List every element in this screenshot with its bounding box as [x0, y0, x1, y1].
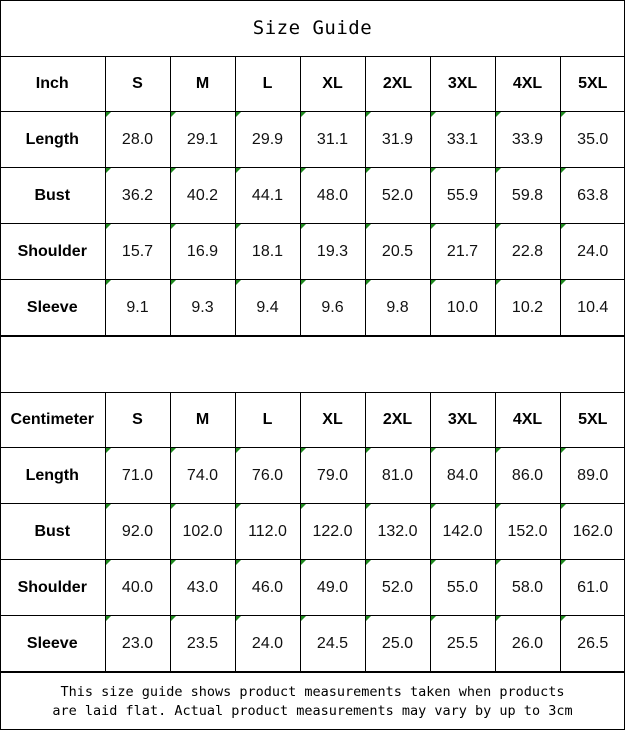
- cm-size-header-3xl: 3XL: [430, 392, 495, 448]
- centimeter-size-table: [0, 392, 625, 672]
- cm-row-label-sleeve: Sleeve: [0, 616, 105, 672]
- inch-header-row: [0, 56, 625, 112]
- cm-shoulder-3xl-cell: 55.0: [430, 560, 495, 616]
- table-row: [0, 224, 625, 280]
- inch-table-body: [0, 56, 625, 336]
- cm-length-xl-cell: 79.0: [300, 448, 365, 504]
- table-row: [0, 112, 625, 168]
- inch-shoulder-xl-cell: 19.3: [300, 224, 365, 280]
- inch-sleeve-xl-cell: 9.6: [300, 280, 365, 336]
- inch-shoulder-s-cell: 15.7: [105, 224, 170, 280]
- inch-length-4xl-cell: 33.9: [495, 112, 560, 168]
- inch-bust-xl-cell: 48.0: [300, 168, 365, 224]
- inch-bust-4xl-cell: 59.8: [495, 168, 560, 224]
- inch-sleeve-l-cell: 9.4: [235, 280, 300, 336]
- inch-row-label-bust: Bust: [0, 168, 105, 224]
- cm-sleeve-4xl-cell: 26.0: [495, 616, 560, 672]
- cm-length-5xl-cell: 89.0: [560, 448, 625, 504]
- inch-bust-5xl-cell: 63.8: [560, 168, 625, 224]
- table-row: [0, 560, 625, 616]
- cm-length-3xl-cell: 84.0: [430, 448, 495, 504]
- cm-shoulder-2xl-cell: 52.0: [365, 560, 430, 616]
- inch-size-header-xl: XL: [300, 56, 365, 112]
- inch-shoulder-4xl-cell: 22.8: [495, 224, 560, 280]
- cm-row-label-bust: Bust: [0, 504, 105, 560]
- inch-row-label-length: Length: [0, 112, 105, 168]
- inch-size-header-l: L: [235, 56, 300, 112]
- cm-sleeve-2xl-cell: 25.0: [365, 616, 430, 672]
- cm-shoulder-xl-cell: 49.0: [300, 560, 365, 616]
- cm-bust-xl-cell: 122.0: [300, 504, 365, 560]
- cm-size-header-l: L: [235, 392, 300, 448]
- table-row: [0, 280, 625, 336]
- inch-sleeve-m-cell: 9.3: [170, 280, 235, 336]
- cm-bust-s-cell: 92.0: [105, 504, 170, 560]
- cm-row-label-length: Length: [0, 448, 105, 504]
- cm-length-s-cell: 71.0: [105, 448, 170, 504]
- table-row: [0, 616, 625, 672]
- centimeter-table-body: [0, 392, 625, 672]
- inch-bust-s-cell: 36.2: [105, 168, 170, 224]
- cm-size-header-s: S: [105, 392, 170, 448]
- cm-length-4xl-cell: 86.0: [495, 448, 560, 504]
- inch-shoulder-2xl-cell: 20.5: [365, 224, 430, 280]
- inch-size-header-4xl: 4XL: [495, 56, 560, 112]
- inch-size-header-s: S: [105, 56, 170, 112]
- cm-sleeve-l-cell: 24.0: [235, 616, 300, 672]
- cm-length-l-cell: 76.0: [235, 448, 300, 504]
- inch-row-label-shoulder: Shoulder: [0, 224, 105, 280]
- cm-length-m-cell: 74.0: [170, 448, 235, 504]
- inch-length-5xl-cell: 35.0: [560, 112, 625, 168]
- inch-length-l-cell: 29.9: [235, 112, 300, 168]
- inch-sleeve-2xl-cell: 9.8: [365, 280, 430, 336]
- inch-shoulder-m-cell: 16.9: [170, 224, 235, 280]
- cm-sleeve-s-cell: 23.0: [105, 616, 170, 672]
- cm-bust-l-cell: 112.0: [235, 504, 300, 560]
- cm-size-header-2xl: 2XL: [365, 392, 430, 448]
- inch-size-header-m: M: [170, 56, 235, 112]
- cm-sleeve-3xl-cell: 25.5: [430, 616, 495, 672]
- cm-length-2xl-cell: 81.0: [365, 448, 430, 504]
- inch-bust-l-cell: 44.1: [235, 168, 300, 224]
- inch-length-3xl-cell: 33.1: [430, 112, 495, 168]
- inch-sleeve-4xl-cell: 10.2: [495, 280, 560, 336]
- cm-shoulder-s-cell: 40.0: [105, 560, 170, 616]
- inch-shoulder-l-cell: 18.1: [235, 224, 300, 280]
- cm-shoulder-4xl-cell: 58.0: [495, 560, 560, 616]
- cm-row-label-shoulder: Shoulder: [0, 560, 105, 616]
- inch-size-table: [0, 56, 625, 336]
- inch-shoulder-3xl-cell: 21.7: [430, 224, 495, 280]
- cm-unit-label: Centimeter: [0, 392, 105, 448]
- cm-shoulder-5xl-cell: 61.0: [560, 560, 625, 616]
- inch-length-xl-cell: 31.1: [300, 112, 365, 168]
- inch-size-header-5xl: 5XL: [560, 56, 625, 112]
- inch-length-s-cell: 28.0: [105, 112, 170, 168]
- cm-bust-5xl-cell: 162.0: [560, 504, 625, 560]
- inch-bust-m-cell: 40.2: [170, 168, 235, 224]
- cm-size-header-4xl: 4XL: [495, 392, 560, 448]
- cm-sleeve-5xl-cell: 26.5: [560, 616, 625, 672]
- inch-bust-3xl-cell: 55.9: [430, 168, 495, 224]
- inch-length-2xl-cell: 31.9: [365, 112, 430, 168]
- inch-sleeve-5xl-cell: 10.4: [560, 280, 625, 336]
- page-title: Size Guide: [0, 0, 625, 57]
- note-line-2: are laid flat. Actual product measurements may vary by up to 3cm: [52, 702, 573, 719]
- cm-bust-m-cell: 102.0: [170, 504, 235, 560]
- cm-size-header-m: M: [170, 392, 235, 448]
- cm-bust-4xl-cell: 152.0: [495, 504, 560, 560]
- table-row: [0, 448, 625, 504]
- inch-unit-label: Inch: [0, 56, 105, 112]
- inch-size-header-3xl: 3XL: [430, 56, 495, 112]
- inch-size-header-2xl: 2XL: [365, 56, 430, 112]
- table-separator: [0, 336, 625, 393]
- inch-length-m-cell: 29.1: [170, 112, 235, 168]
- cm-size-header-xl: XL: [300, 392, 365, 448]
- cm-shoulder-l-cell: 46.0: [235, 560, 300, 616]
- cm-bust-2xl-cell: 132.0: [365, 504, 430, 560]
- inch-sleeve-3xl-cell: 10.0: [430, 280, 495, 336]
- cm-size-header-5xl: 5XL: [560, 392, 625, 448]
- inch-sleeve-s-cell: 9.1: [105, 280, 170, 336]
- inch-shoulder-5xl-cell: 24.0: [560, 224, 625, 280]
- table-row: [0, 168, 625, 224]
- table-row: [0, 504, 625, 560]
- inch-bust-2xl-cell: 52.0: [365, 168, 430, 224]
- cm-sleeve-m-cell: 23.5: [170, 616, 235, 672]
- measurement-note: [0, 672, 625, 730]
- cm-sleeve-xl-cell: 24.5: [300, 616, 365, 672]
- cm-bust-3xl-cell: 142.0: [430, 504, 495, 560]
- note-line-1: This size guide shows product measurements taken when products: [60, 683, 565, 700]
- inch-row-label-sleeve: Sleeve: [0, 280, 105, 336]
- cm-shoulder-m-cell: 43.0: [170, 560, 235, 616]
- cm-header-row: [0, 392, 625, 448]
